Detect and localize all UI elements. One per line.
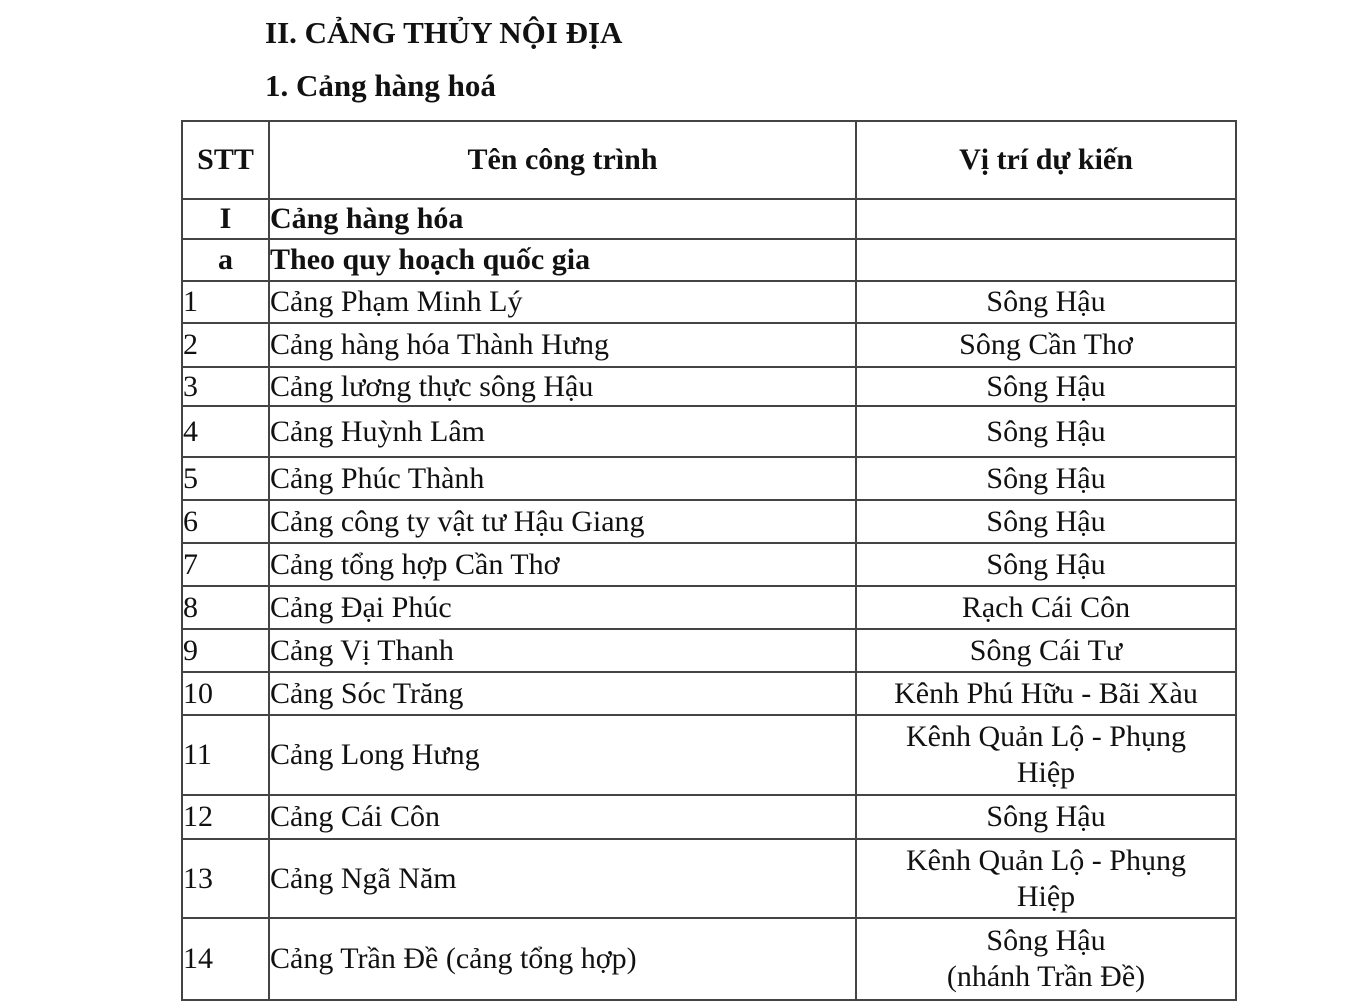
location-cell	[856, 199, 1236, 239]
location-line: Kênh Quản Lộ - Phụng	[906, 843, 1186, 877]
stt-cell: 11	[182, 715, 269, 795]
name-cell: Cảng Phạm Minh Lý	[269, 281, 856, 323]
table-row	[182, 795, 1236, 839]
stt-cell: 8	[182, 586, 269, 629]
name-cell: Cảng hàng hóa	[269, 199, 856, 239]
header-location: Vị trí dự kiến	[856, 121, 1236, 199]
section-heading: II. CẢNG THỦY NỘI ĐỊA	[265, 15, 623, 50]
stt-cell: 1	[182, 281, 269, 323]
table-row	[182, 715, 1236, 795]
location-cell	[856, 918, 1236, 1000]
name-cell: Cảng Trần Đề (cảng tổng hợp)	[269, 918, 856, 1000]
location-cell: Rạch Cái Côn	[856, 586, 1236, 629]
table-row	[182, 839, 1236, 918]
stt-cell: 14	[182, 918, 269, 1000]
table-row	[182, 199, 1236, 239]
table-row	[182, 323, 1236, 367]
name-cell: Cảng công ty vật tư Hậu Giang	[269, 500, 856, 543]
location-cell	[856, 239, 1236, 281]
table-row	[182, 586, 1236, 629]
subsection-heading: 1. Cảng hàng hoá	[265, 68, 496, 103]
stt-cell: 5	[182, 457, 269, 500]
location-cell: Sông Hậu	[856, 406, 1236, 457]
stt-cell: 2	[182, 323, 269, 367]
location-cell: Sông Hậu	[856, 281, 1236, 323]
table-row	[182, 406, 1236, 457]
table-row	[182, 543, 1236, 586]
location-line: Hiệp	[1016, 879, 1076, 913]
stt-cell: 9	[182, 629, 269, 672]
table-row	[182, 918, 1236, 1000]
location-cell: Kênh Phú Hữu - Bãi Xàu	[856, 672, 1236, 715]
name-cell: Cảng Long Hưng	[269, 715, 856, 795]
table-row	[182, 629, 1236, 672]
location-cell	[856, 715, 1236, 795]
stt-cell: 3	[182, 367, 269, 406]
name-cell: Cảng tổng hợp Cần Thơ	[269, 543, 856, 586]
name-cell: Cảng hàng hóa Thành Hưng	[269, 323, 856, 367]
location-cell: Sông Hậu	[856, 795, 1236, 839]
stt-cell: a	[182, 239, 269, 281]
location-cell: Sông Cần Thơ	[856, 323, 1236, 367]
name-cell: Theo quy hoạch quốc gia	[269, 239, 856, 281]
name-cell: Cảng Sóc Trăng	[269, 672, 856, 715]
stt-cell: 12	[182, 795, 269, 839]
name-cell: Cảng Cái Côn	[269, 795, 856, 839]
location-line: Sông Hậu	[986, 924, 1106, 957]
header-stt: STT	[182, 121, 269, 199]
location-cell: Sông Cái Tư	[856, 629, 1236, 672]
name-cell: Cảng lương thực sông Hậu	[269, 367, 856, 406]
stt-cell: 6	[182, 500, 269, 543]
location-cell: Sông Hậu	[856, 457, 1236, 500]
location-cell: Sông Hậu	[856, 500, 1236, 543]
header-name: Tên công trình	[269, 121, 856, 199]
location-line: Hiệp	[1016, 756, 1076, 789]
cargo-ports-table	[181, 120, 1237, 1001]
stt-cell: 7	[182, 543, 269, 586]
table-row	[182, 457, 1236, 500]
table-row	[182, 367, 1236, 406]
table-row	[182, 672, 1236, 715]
table-row	[182, 500, 1236, 543]
location-cell	[856, 839, 1236, 918]
name-cell: Cảng Phúc Thành	[269, 457, 856, 500]
name-cell: Cảng Ngã Năm	[269, 839, 856, 918]
location-line: (nhánh Trần Đề)	[946, 960, 1146, 993]
name-cell: Cảng Đại Phúc	[269, 586, 856, 629]
table-row	[182, 239, 1236, 281]
location-cell: Sông Hậu	[856, 367, 1236, 406]
table-header-row	[182, 121, 1236, 199]
name-cell: Cảng Huỳnh Lâm	[269, 406, 856, 457]
stt-cell: 10	[182, 672, 269, 715]
location-line: Kênh Quản Lộ - Phụng	[906, 720, 1186, 753]
location-cell: Sông Hậu	[856, 543, 1236, 586]
name-cell: Cảng Vị Thanh	[269, 629, 856, 672]
stt-cell: 13	[182, 839, 269, 918]
stt-cell: I	[182, 199, 269, 239]
stt-cell: 4	[182, 406, 269, 457]
table-row	[182, 281, 1236, 323]
